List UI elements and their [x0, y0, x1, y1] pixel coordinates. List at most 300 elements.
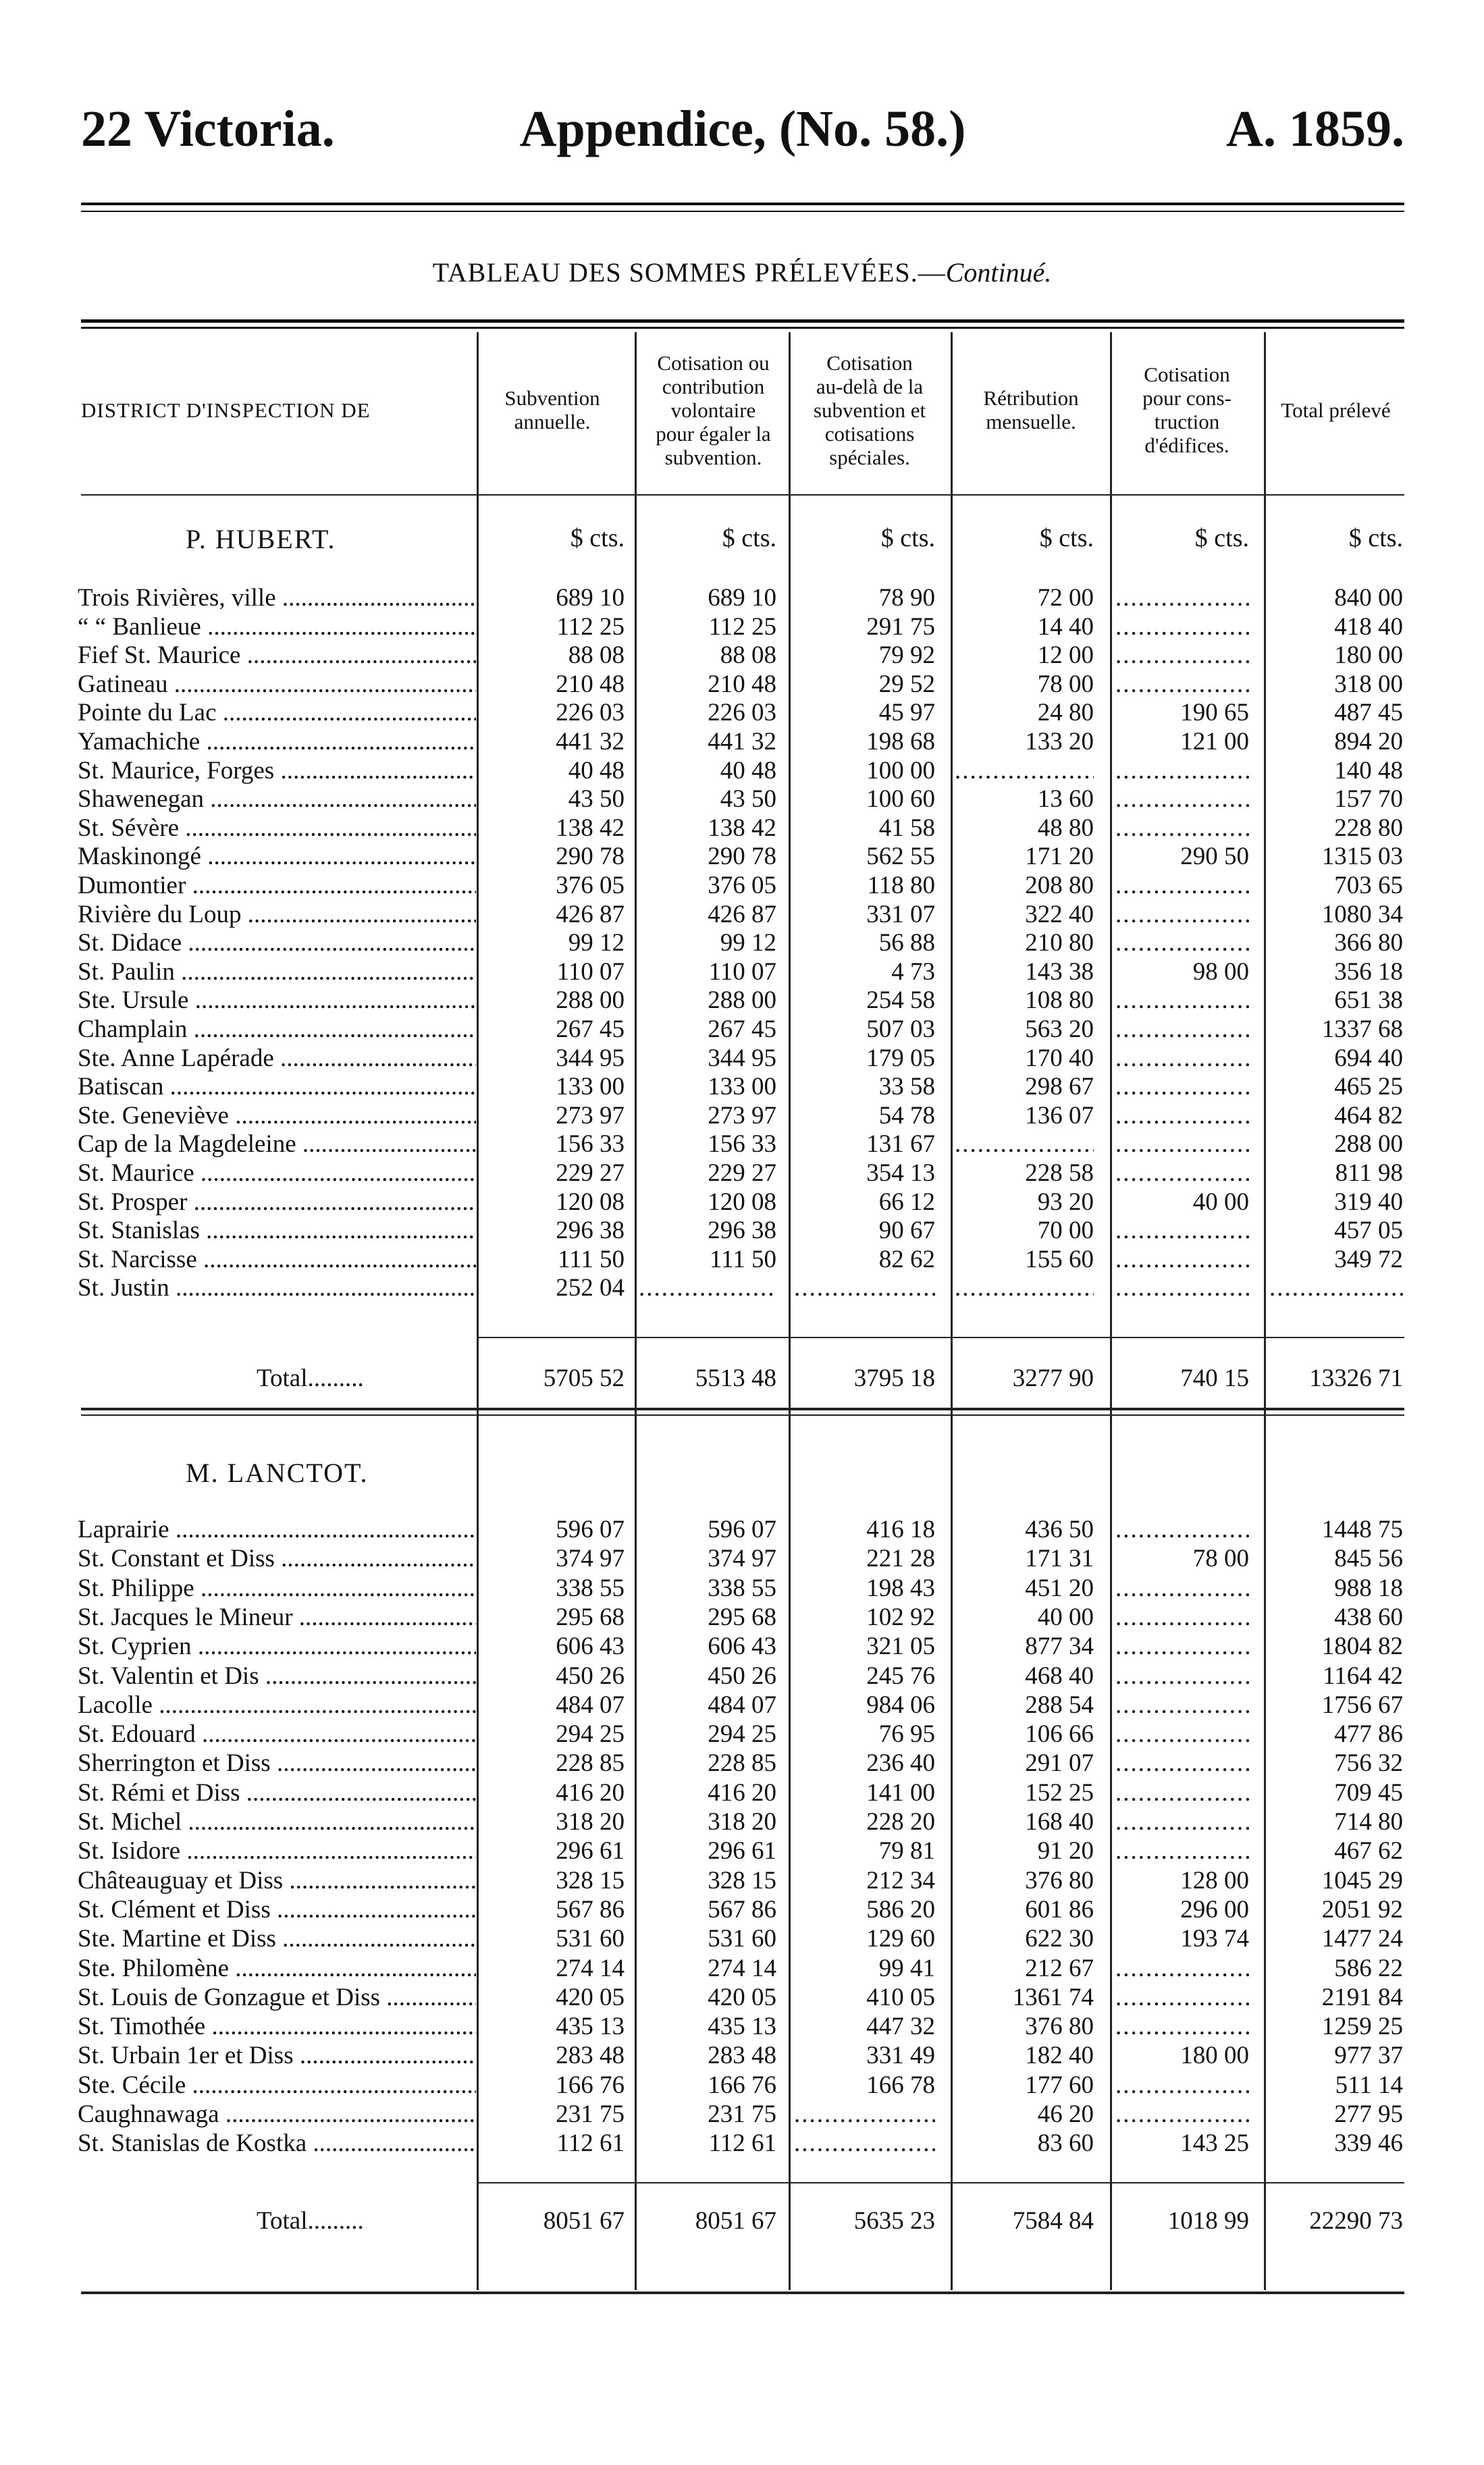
- header-year: A. 1859.: [1226, 101, 1404, 157]
- row-empty-cell: [1115, 2100, 1249, 2129]
- row-value-c1: 40 48: [568, 756, 625, 785]
- row-value-c1: 531 60: [556, 1925, 625, 1953]
- row-value-c2: 296 38: [708, 1217, 776, 1245]
- row-value-c3: 507 03: [866, 1015, 935, 1043]
- table-row: [78, 1274, 1408, 1302]
- row-value-c4: 24 80: [1037, 699, 1094, 727]
- row-value-c1: 133 00: [556, 1073, 625, 1101]
- row-value-c2: 531 60: [708, 1925, 776, 1953]
- total-value-c6: 22290 73: [1309, 2207, 1403, 2235]
- row-value-c4: 291 07: [1025, 1749, 1094, 1778]
- table-row: [78, 613, 1408, 641]
- row-value-c6: 180 00: [1334, 641, 1403, 670]
- row-value-c2: 416 20: [708, 1778, 776, 1807]
- row-value-c4: 171 20: [1025, 843, 1094, 871]
- row-value-c2: 231 75: [708, 2100, 776, 2128]
- row-value-c3: 56 88: [878, 929, 935, 957]
- table-row: [78, 1246, 1408, 1274]
- table-row: [78, 1984, 1408, 2012]
- table-rule-top-2: [81, 327, 1404, 329]
- table-row: [78, 872, 1408, 900]
- row-district-name: St. Cyprien .....: [78, 1633, 476, 1661]
- row-value-c6: 228 80: [1334, 814, 1403, 842]
- total-value-c5: 740 15: [1180, 1364, 1249, 1392]
- row-empty-cell: [794, 1274, 935, 1302]
- unit-label: $ cts.: [570, 524, 625, 552]
- row-value-c3: 76 95: [878, 1720, 935, 1749]
- row-district-name: St. Narcisse .....: [78, 1246, 476, 1274]
- total-rule: [477, 2182, 1404, 2183]
- total-value-c2: 8051 67: [695, 2207, 776, 2235]
- row-value-c1: 110 07: [556, 957, 625, 986]
- row-value-c3: 102 92: [866, 1603, 935, 1631]
- row-district-name: Pointe du Lac .....: [78, 699, 476, 727]
- table-row: [78, 584, 1408, 612]
- row-value-c4: 436 50: [1025, 1516, 1094, 1543]
- table-row: [78, 1159, 1408, 1188]
- row-value-c6: 756 32: [1334, 1749, 1403, 1778]
- row-value-c6: 465 25: [1334, 1073, 1403, 1101]
- row-value-c3: 99 41: [878, 1954, 935, 1982]
- row-value-c2: 120 08: [708, 1188, 776, 1216]
- row-empty-cell: [1115, 2013, 1249, 2041]
- row-value-c1: 606 43: [556, 1633, 625, 1661]
- row-empty-cell: [1115, 1159, 1249, 1188]
- row-district-name: St. Louis de Gonzague et Diss .....: [78, 1984, 476, 2012]
- row-value-c1: 296 38: [556, 1217, 625, 1245]
- row-value-c3: 984 06: [866, 1691, 935, 1719]
- row-value-c2: 43 50: [720, 785, 776, 814]
- row-value-c3: 198 43: [866, 1574, 935, 1602]
- row-value-c4: 106 66: [1025, 1720, 1094, 1749]
- row-district-name: St. Isidore .....: [78, 1837, 476, 1865]
- row-value-c6: 1448 75: [1321, 1516, 1403, 1543]
- total-value-c5: 1018 99: [1167, 2207, 1249, 2235]
- row-value-c3: 4 73: [891, 957, 935, 986]
- row-value-c3: 331 07: [866, 900, 935, 928]
- row-district-name: St. Stanislas .....: [78, 1217, 476, 1245]
- row-district-name: Ste. Philomène .....: [78, 1955, 476, 1983]
- table-row: [78, 1896, 1408, 1924]
- row-value-c6: 366 80: [1334, 929, 1403, 957]
- row-value-c3: 221 28: [866, 1545, 935, 1573]
- colhead-retribution: Rétribution mensuelle.: [983, 386, 1079, 433]
- row-value-c2: 294 25: [708, 1720, 776, 1749]
- row-empty-cell: [1115, 814, 1249, 843]
- row-district-name: St. Prosper .....: [78, 1188, 476, 1217]
- row-value-c4: 563 20: [1025, 1015, 1094, 1043]
- total-value-c1: 5705 52: [543, 1364, 625, 1392]
- table-row: [78, 1633, 1408, 1661]
- row-value-c4: 136 07: [1025, 1101, 1094, 1130]
- row-value-c3: 321 05: [866, 1633, 935, 1661]
- row-value-c6: 2191 84: [1321, 1983, 1403, 2011]
- row-empty-cell: [1115, 1274, 1249, 1302]
- row-value-c1: 296 61: [556, 1837, 625, 1865]
- row-value-c4: 155 60: [1025, 1245, 1094, 1273]
- row-value-c2: 374 97: [708, 1545, 776, 1573]
- row-empty-cell: [1115, 1633, 1249, 1661]
- table-row: [78, 2013, 1408, 2041]
- row-district-name: St. Urbain 1er et Diss .....: [78, 2042, 476, 2070]
- row-district-name: St. Paulin .....: [78, 958, 476, 986]
- row-value-c6: 288 00: [1334, 1130, 1403, 1159]
- table-row: [78, 1662, 1408, 1691]
- row-value-c6: 703 65: [1334, 872, 1403, 899]
- colhead-subvention: Subvention annuelle.: [504, 386, 600, 433]
- row-empty-cell: [955, 757, 1094, 785]
- table-row: [78, 814, 1408, 843]
- row-value-c1: 318 20: [556, 1808, 625, 1836]
- table-bottom-rule: [81, 2291, 1404, 2294]
- table-row: [78, 2042, 1408, 2070]
- row-value-c2: 567 86: [708, 1895, 776, 1924]
- total-value-c4: 3277 90: [1012, 1364, 1094, 1392]
- table-title-main: TABLEAU DES SOMMES PRÉLEVÉES.—: [432, 257, 946, 288]
- row-value-c6: 277 95: [1334, 2100, 1403, 2128]
- row-empty-cell: [1115, 1720, 1249, 1749]
- row-value-c2: 166 76: [708, 2071, 776, 2099]
- row-empty-cell: [1115, 1662, 1249, 1691]
- row-district-name: Dumontier .....: [78, 872, 476, 900]
- table-row: [78, 1955, 1408, 1983]
- table-row: [78, 1808, 1408, 1836]
- unit-label: $ cts.: [1348, 524, 1403, 552]
- row-value-c1: 156 33: [556, 1130, 625, 1159]
- row-value-c2: 273 97: [708, 1101, 776, 1130]
- header-rule-bottom: [81, 211, 1404, 212]
- row-value-c3: 166 78: [866, 2071, 935, 2099]
- section-end-rule-2: [81, 1414, 1404, 1416]
- row-value-c1: 567 86: [556, 1895, 625, 1924]
- table-row: [78, 2100, 1408, 2129]
- row-value-c4: 152 25: [1025, 1778, 1094, 1807]
- row-value-c3: 236 40: [866, 1749, 935, 1778]
- row-empty-cell: [955, 1130, 1094, 1159]
- row-value-c2: 328 15: [708, 1866, 776, 1894]
- row-district-name: St. Justin .....: [78, 1274, 476, 1302]
- row-value-c3: 291 75: [866, 612, 935, 641]
- row-value-c3: 354 13: [866, 1159, 935, 1187]
- row-value-c2: 450 26: [708, 1662, 776, 1690]
- table-row: [78, 2071, 1408, 2100]
- row-empty-cell: [1115, 1130, 1249, 1159]
- row-value-c4: 133 20: [1025, 728, 1094, 756]
- row-empty-cell: [1115, 613, 1249, 641]
- row-empty-cell: [1115, 1044, 1249, 1073]
- row-empty-cell: [1115, 1808, 1249, 1836]
- row-value-c6: 1477 24: [1321, 1925, 1403, 1953]
- row-value-c6: 467 62: [1334, 1837, 1403, 1865]
- row-district-name: Batiscan .....: [78, 1073, 476, 1101]
- unit-label: $ cts.: [880, 524, 935, 552]
- row-value-c4: 108 80: [1025, 986, 1094, 1015]
- row-value-c3: 245 76: [866, 1662, 935, 1690]
- table-title-continued: Continué.: [945, 257, 1052, 288]
- row-district-name: Trois Rivières, ville .....: [78, 584, 476, 612]
- row-value-c1: 210 48: [556, 670, 625, 698]
- row-value-c5: 121 00: [1180, 728, 1249, 756]
- row-district-name: Maskinongé .....: [78, 843, 476, 871]
- row-empty-cell: [1115, 1779, 1249, 1807]
- row-value-c2: 138 42: [708, 814, 776, 842]
- row-district-name: Ste. Anne Lapérade .....: [78, 1044, 476, 1073]
- row-value-c1: 441 32: [556, 728, 625, 756]
- row-value-c6: 477 86: [1334, 1720, 1403, 1749]
- row-value-c2: 226 03: [708, 699, 776, 727]
- row-value-c1: 290 78: [556, 843, 625, 871]
- row-value-c6: 840 00: [1334, 584, 1403, 612]
- colhead-total: Total prélevé: [1281, 398, 1391, 422]
- row-value-c3: 562 55: [866, 843, 935, 871]
- row-district-name: St. Didace .....: [78, 929, 476, 957]
- table-row: [78, 1130, 1408, 1159]
- row-value-c2: 112 61: [708, 2129, 776, 2158]
- row-value-c3: 179 05: [866, 1044, 935, 1072]
- row-district-name: St. Constant et Diss .....: [78, 1545, 476, 1573]
- table-row: [78, 1015, 1408, 1044]
- row-value-c6: 349 72: [1334, 1245, 1403, 1273]
- row-value-c6: 318 00: [1334, 670, 1403, 698]
- row-value-c1: 99 12: [568, 929, 625, 957]
- row-value-c1: 252 04: [556, 1274, 625, 1302]
- row-value-c2: 267 45: [708, 1015, 776, 1043]
- unit-label: $ cts.: [1039, 524, 1094, 552]
- table-row: [78, 958, 1408, 986]
- section-title: M. LANCTOT.: [186, 1458, 369, 1488]
- row-value-c1: 376 05: [556, 872, 625, 899]
- row-value-c6: 811 98: [1335, 1159, 1403, 1187]
- row-value-c2: 689 10: [708, 584, 776, 612]
- row-district-name: Fief St. Maurice .....: [78, 641, 476, 670]
- row-value-c2: 228 85: [708, 1749, 776, 1778]
- row-value-c6: 140 48: [1334, 756, 1403, 785]
- row-district-name: St. Clément et Diss .....: [78, 1896, 476, 1924]
- row-value-c4: 12 00: [1037, 641, 1094, 670]
- row-value-c4: 376 80: [1025, 1866, 1094, 1894]
- row-value-c6: 709 45: [1334, 1778, 1403, 1807]
- row-value-c4: 322 40: [1025, 900, 1094, 928]
- row-value-c5: 190 65: [1180, 699, 1249, 727]
- row-value-c1: 344 95: [556, 1044, 625, 1072]
- table-row: [78, 1073, 1408, 1101]
- row-district-name: “ “ Banlieue .....: [78, 613, 476, 641]
- row-value-c3: 100 00: [866, 756, 935, 785]
- row-value-c2: 296 61: [708, 1837, 776, 1865]
- row-empty-cell: [1115, 641, 1249, 670]
- row-value-c6: 319 40: [1334, 1188, 1403, 1216]
- row-value-c1: 596 07: [556, 1516, 625, 1543]
- total-value-c6: 13326 71: [1309, 1364, 1403, 1392]
- total-value-c1: 8051 67: [543, 2207, 625, 2235]
- row-value-c5: 296 00: [1180, 1895, 1249, 1924]
- row-empty-cell: [1115, 1217, 1249, 1245]
- row-empty-cell: [1115, 1102, 1249, 1130]
- row-value-c4: 1361 74: [1012, 1983, 1094, 2011]
- table-row: [78, 1044, 1408, 1073]
- row-value-c3: 90 67: [878, 1217, 935, 1245]
- row-value-c5: 78 00: [1192, 1545, 1249, 1573]
- table-row: [78, 1188, 1408, 1217]
- row-value-c6: 511 14: [1335, 2071, 1403, 2099]
- row-value-c3: 66 12: [878, 1188, 935, 1216]
- row-value-c6: 157 70: [1334, 785, 1403, 814]
- row-value-c4: 288 54: [1025, 1691, 1094, 1719]
- row-value-c3: 45 97: [878, 699, 935, 727]
- table-row: [78, 699, 1408, 727]
- row-empty-cell: [1115, 2071, 1249, 2100]
- row-value-c6: 1259 25: [1321, 2013, 1403, 2041]
- row-value-c3: 131 67: [866, 1130, 935, 1159]
- row-value-c4: 46 20: [1037, 2100, 1094, 2128]
- row-empty-cell: [1115, 1516, 1249, 1544]
- colhead-cotisation-speciale: Cotisation au-delà de la subvention et cotisations spéciales.: [813, 350, 926, 469]
- row-value-c2: 376 05: [708, 872, 776, 899]
- row-value-c2: 274 14: [708, 1954, 776, 1982]
- row-value-c4: 376 80: [1025, 2013, 1094, 2041]
- row-value-c5: 180 00: [1180, 2042, 1249, 2070]
- row-value-c4: 177 60: [1025, 2071, 1094, 2099]
- row-empty-cell: [1115, 1015, 1249, 1044]
- row-value-c6: 1804 82: [1321, 1633, 1403, 1661]
- row-value-c4: 13 60: [1037, 785, 1094, 814]
- row-district-name: St. Valentin et Dis .....: [78, 1662, 476, 1691]
- row-value-c4: 78 00: [1037, 670, 1094, 698]
- row-district-name: Caughnawaga .....: [78, 2100, 476, 2129]
- row-value-c1: 111 50: [557, 1245, 625, 1273]
- table-row: [78, 1925, 1408, 1953]
- row-value-c2: 133 00: [708, 1073, 776, 1101]
- row-value-c2: 420 05: [708, 1983, 776, 2011]
- row-value-c1: 338 55: [556, 1574, 625, 1602]
- row-value-c6: 1315 03: [1321, 843, 1403, 871]
- row-value-c1: 228 85: [556, 1749, 625, 1778]
- row-value-c5: 143 25: [1180, 2129, 1249, 2158]
- row-value-c1: 120 08: [556, 1188, 625, 1216]
- colhead-cotisation-volontaire: Cotisation ou contribution volontaire pour égaler la subvention.: [656, 350, 771, 469]
- row-value-c3: 82 62: [878, 1245, 935, 1273]
- row-value-c4: 208 80: [1025, 872, 1094, 899]
- row-value-c1: 273 97: [556, 1101, 625, 1130]
- row-value-c6: 845 56: [1334, 1545, 1403, 1573]
- row-district-name: Shawenegan .....: [78, 785, 476, 814]
- row-value-c6: 977 37: [1334, 2042, 1403, 2070]
- row-district-name: Gatineau .....: [78, 670, 476, 699]
- row-empty-cell: [1115, 1749, 1249, 1778]
- row-value-c3: 410 05: [866, 1983, 935, 2011]
- table-row: [78, 1516, 1408, 1544]
- table-row: [78, 1574, 1408, 1603]
- row-value-c2: 338 55: [708, 1574, 776, 1602]
- row-empty-cell: [1115, 1574, 1249, 1603]
- row-value-c4: 93 20: [1037, 1188, 1094, 1216]
- row-value-c3: 79 92: [878, 641, 935, 670]
- row-value-c3: 254 58: [866, 986, 935, 1015]
- table-row: [78, 1603, 1408, 1632]
- row-value-c2: 283 48: [708, 2042, 776, 2070]
- unit-label: $ cts.: [722, 524, 776, 552]
- row-value-c2: 210 48: [708, 670, 776, 698]
- row-value-c2: 99 12: [720, 929, 776, 957]
- table-row: [78, 2129, 1408, 2158]
- row-value-c3: 447 32: [866, 2013, 935, 2041]
- row-empty-cell: [1115, 1984, 1249, 2012]
- row-value-c4: 168 40: [1025, 1808, 1094, 1836]
- row-empty-cell: [1115, 1246, 1249, 1274]
- row-value-c3: 198 68: [866, 728, 935, 756]
- row-value-c1: 138 42: [556, 814, 625, 842]
- row-district-name: Lacolle .....: [78, 1691, 476, 1720]
- row-empty-cell: [1269, 1274, 1403, 1302]
- row-district-name: St. Rémi et Diss .....: [78, 1779, 476, 1807]
- row-value-c6: 694 40: [1334, 1044, 1403, 1072]
- row-value-c1: 226 03: [556, 699, 625, 727]
- row-empty-cell: [794, 2100, 935, 2129]
- row-value-c1: 420 05: [556, 1983, 625, 2011]
- row-value-c2: 290 78: [708, 843, 776, 871]
- row-value-c2: 112 25: [708, 612, 776, 641]
- row-district-name: St. Stanislas de Kostka .....: [78, 2129, 476, 2158]
- row-value-c3: 212 34: [866, 1866, 935, 1894]
- table-row: [78, 1837, 1408, 1865]
- row-value-c4: 298 67: [1025, 1073, 1094, 1101]
- row-value-c3: 416 18: [866, 1516, 935, 1543]
- row-value-c1: 689 10: [556, 584, 625, 612]
- row-value-c2: 229 27: [708, 1159, 776, 1187]
- row-value-c5: 98 00: [1192, 957, 1249, 986]
- row-value-c6: 1337 68: [1321, 1015, 1403, 1043]
- total-value-c2: 5513 48: [695, 1364, 776, 1392]
- row-value-c6: 2051 92: [1321, 1895, 1403, 1924]
- row-value-c1: 274 14: [556, 1954, 625, 1982]
- table-row: [78, 986, 1408, 1015]
- row-value-c1: 283 48: [556, 2042, 625, 2070]
- row-district-name: St. Philippe .....: [78, 1574, 476, 1603]
- row-value-c1: 374 97: [556, 1545, 625, 1573]
- row-district-name: St. Timothée .....: [78, 2013, 476, 2041]
- header-divider: [81, 494, 1404, 496]
- table-row: [78, 1749, 1408, 1778]
- row-value-c1: 88 08: [568, 641, 625, 670]
- row-district-name: St. Maurice .....: [78, 1159, 476, 1188]
- table-row: [78, 1217, 1408, 1245]
- total-value-c3: 5635 23: [853, 2207, 935, 2235]
- row-value-c2: 156 33: [708, 1130, 776, 1159]
- row-district-name: Ste. Ursule .....: [78, 986, 476, 1015]
- row-value-c6: 894 20: [1334, 728, 1403, 756]
- header-appendix: Appendice, (No. 58.): [519, 101, 966, 157]
- row-value-c4: 601 86: [1025, 1895, 1094, 1924]
- row-value-c3: 78 90: [878, 584, 935, 612]
- total-rule: [477, 1337, 1404, 1338]
- row-value-c1: 484 07: [556, 1691, 625, 1719]
- row-value-c4: 877 34: [1025, 1633, 1094, 1661]
- row-district-name: Ste. Geneviève .....: [78, 1102, 476, 1130]
- row-value-c2: 110 07: [708, 957, 776, 986]
- row-value-c3: 33 58: [878, 1073, 935, 1101]
- row-value-c4: 210 80: [1025, 929, 1094, 957]
- table-title: [0, 257, 1484, 288]
- row-value-c2: 344 95: [708, 1044, 776, 1072]
- section-end-rule: [81, 1408, 1404, 1410]
- row-value-c1: 112 25: [556, 612, 625, 641]
- row-value-c3: 118 80: [867, 872, 935, 899]
- row-value-c3: 586 20: [866, 1895, 935, 1924]
- row-district-name: Cap de la Magdeleine .....: [78, 1130, 476, 1159]
- row-value-c4: 48 80: [1037, 814, 1094, 842]
- row-value-c2: 318 20: [708, 1808, 776, 1836]
- row-value-c4: 83 60: [1037, 2129, 1094, 2158]
